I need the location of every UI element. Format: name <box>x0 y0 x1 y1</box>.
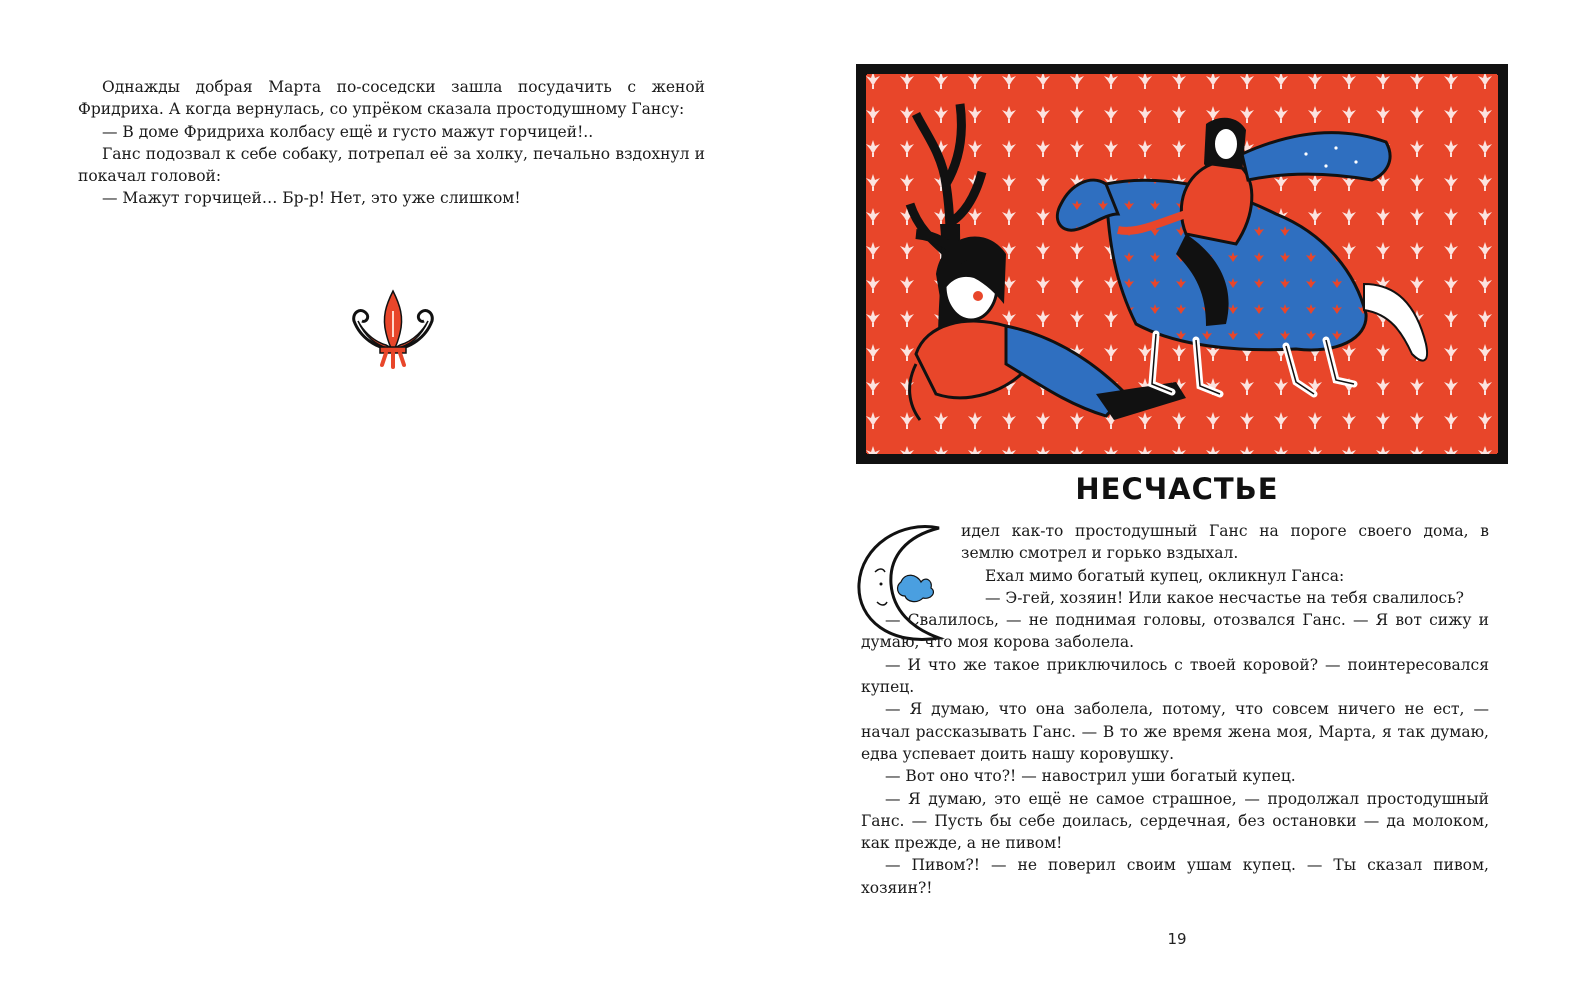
fleur-de-lis-ornament <box>346 287 440 369</box>
paragraph: Ганс подозвал к себе собаку, потрепал её за холку, печально вздохнул и покачал головой: <box>78 144 705 186</box>
story-title: НЕСЧАСТЬЕ <box>1075 472 1279 506</box>
paragraph: — Свалилось, — не поднимая головы, отозвался Ганс. — Я вот сижу и думаю, что моя корова заболела. <box>861 611 1489 652</box>
knight-illustration <box>856 64 1508 464</box>
paragraph: — Пивом?! — не поверил своим ушам купец. — Ты сказал пивом, хозяин?! <box>861 856 1489 897</box>
paragraph: Ехал мимо богатый купец, окликнул Ганса: <box>985 566 1345 585</box>
left-page <box>0 0 787 1004</box>
left-page-text <box>78 76 705 210</box>
paragraph: — Я думаю, это ещё не самое страшное, — продолжал простодушный Ганс. — Пусть бы себе доилась, сердечная, без остановки — да молоком, как прежде, а не пивом! <box>861 789 1489 853</box>
paragraph: — Вот оно что?! — навострил уши богатый купец. <box>885 767 1296 786</box>
paragraph: — В доме Фридриха колбасу ещё и густо мажут горчицей!.. <box>102 122 594 141</box>
paragraph: идел как-то простодушный Ганс на пороге своего дома, в землю смотрел и горько вздыхал. <box>961 522 1489 563</box>
paragraph: — И что же такое приключилось с твоей коровой? — поинтересовался купец. <box>861 655 1489 697</box>
page-number: 19 <box>1167 930 1187 948</box>
paragraph: — Я думаю, что она заболела, потому, что совсем ничего не ест, — начал рассказывать Ганс. — В то же время жена моя, Марта, я так думаю, едва успевает доить нашу коровушку. <box>861 700 1489 763</box>
paragraph: — Мажут горчицей… Бр-р! Нет, это уже слишком! <box>102 189 521 208</box>
paragraph: — Э-гей, хозяин! Или какое несчастье на тебя свалилось? <box>985 588 1464 607</box>
right-page <box>787 0 1575 1004</box>
right-page-text <box>861 520 1489 899</box>
paragraph: Однажды добрая Марта по-соседски зашла посудачить с женой Фридриха. А когда вернулась, со упрёком сказала простодушному Гансу: <box>78 78 705 119</box>
